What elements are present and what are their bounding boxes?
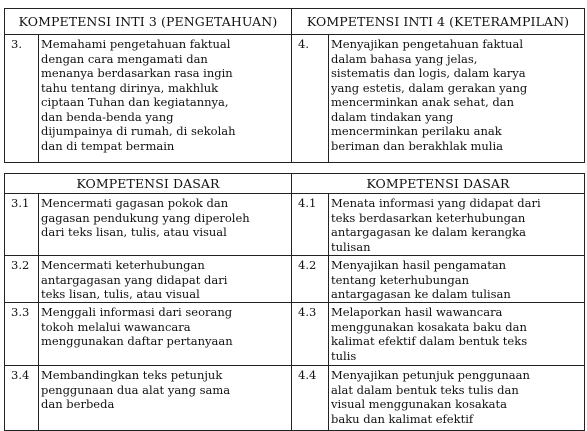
text-line: dan benda-benda yang bbox=[41, 109, 174, 124]
text-line: Mencermati gagasan pokok dan bbox=[41, 196, 229, 210]
ki-header-row bbox=[5, 9, 585, 35]
ki4-number: 4. bbox=[292, 35, 329, 163]
kd4-text bbox=[329, 194, 585, 256]
kd3-number: 3.3 bbox=[5, 303, 39, 366]
text-line: tahu tentang dirinya, makhluk bbox=[41, 80, 219, 95]
kd4-number: 4.4 bbox=[292, 366, 329, 431]
kd3-number: 3.1 bbox=[5, 194, 39, 256]
kd3-text bbox=[39, 194, 292, 256]
kd-row bbox=[5, 256, 585, 303]
kd3-header: KOMPETENSI DASAR bbox=[5, 174, 292, 194]
kd3-text bbox=[39, 256, 292, 303]
text-line: alat dalam bentuk teks tulis dan bbox=[331, 382, 519, 397]
ki4-text bbox=[329, 35, 585, 163]
text-line: menanya berdasarkan rasa ingin bbox=[41, 66, 233, 80]
text-line: sistematis dan logis, dalam karya bbox=[331, 66, 526, 80]
kd4-text bbox=[329, 366, 585, 431]
text-line: Menggali informasi dari seorang bbox=[41, 305, 233, 319]
kd4-text bbox=[329, 256, 585, 303]
text-line: ciptaan Tuhan dan kegiatannya, bbox=[41, 95, 229, 109]
text-line: Menyajikan pengetahuan faktual bbox=[331, 37, 524, 51]
kd-header-row bbox=[5, 174, 585, 194]
kd3-text bbox=[39, 303, 292, 366]
ki3-header: KOMPETENSI INTI 3 (PENGETAHUAN) bbox=[5, 9, 292, 35]
kd4-number: 4.3 bbox=[292, 303, 329, 366]
text-line: Menyajikan hasil pengamatan bbox=[331, 258, 507, 272]
text-line: tulis bbox=[331, 348, 357, 363]
text-line: baku dan kalimat efektif bbox=[331, 411, 474, 426]
text-line: Mencermati keterhubungan bbox=[41, 258, 205, 272]
text-line: dijumpainya di rumah, di sekolah bbox=[41, 124, 236, 138]
text-line: Menata informasi yang didapat dari bbox=[331, 196, 541, 210]
text-line: mencerminkan perilaku anak bbox=[331, 124, 502, 138]
kd4-header: KOMPETENSI DASAR bbox=[292, 174, 585, 194]
kd-row bbox=[5, 194, 585, 256]
text-line: tulisan bbox=[331, 239, 371, 254]
text-line: visual menggunakan kosakata bbox=[331, 397, 508, 411]
ki-content-row bbox=[5, 35, 585, 163]
text-line: Memahami pengetahuan faktual bbox=[41, 37, 231, 51]
ki3-text bbox=[39, 35, 292, 163]
ki4-header: KOMPETENSI INTI 4 (KETERAMPILAN) bbox=[292, 9, 585, 35]
kd4-text bbox=[329, 303, 585, 366]
text-line: dalam bahasa yang jelas, bbox=[331, 51, 478, 66]
text-line: Menyajikan petunjuk penggunaan bbox=[331, 368, 530, 382]
text-line: gagasan pendukung yang diperoleh bbox=[41, 210, 250, 225]
kd3-text bbox=[39, 366, 292, 431]
text-line: menggunakan daftar pertanyaan bbox=[41, 334, 233, 348]
text-line: teks berdasarkan keterhubungan bbox=[331, 210, 526, 225]
kompetensi-inti-table bbox=[4, 8, 585, 163]
kd-row bbox=[5, 303, 585, 366]
text-line: antargagasan yang didapat dari bbox=[41, 272, 228, 287]
text-line: yang estetis, dalam gerakan yang bbox=[331, 80, 528, 95]
text-line: tokoh melalui wawancara bbox=[41, 319, 191, 334]
text-line: beriman dan berakhlak mulia bbox=[331, 138, 504, 153]
text-line: dengan cara mengamati dan bbox=[41, 51, 208, 66]
kd-row bbox=[5, 366, 585, 431]
text-line: mencerminkan anak sehat, dan bbox=[331, 95, 515, 109]
text-line: dari teks lisan, tulis, atau visual bbox=[41, 225, 227, 239]
kd4-number: 4.1 bbox=[292, 194, 329, 256]
text-line: dan di tempat bermain bbox=[41, 138, 175, 153]
text-line: antargagasan ke dalam tulisan bbox=[331, 287, 511, 301]
text-line: dan berbeda bbox=[41, 397, 115, 411]
text-line: Membandingkan teks petunjuk bbox=[41, 368, 223, 382]
text-line: antargagasan ke dalam kerangka bbox=[331, 225, 526, 239]
kd3-number: 3.2 bbox=[5, 256, 39, 303]
text-line: menggunakan kosakata baku dan bbox=[331, 319, 527, 334]
kompetensi-dasar-table bbox=[4, 173, 585, 431]
ki3-number: 3. bbox=[5, 35, 39, 163]
text-line: dalam tindakan yang bbox=[331, 109, 454, 124]
text-line: teks lisan, tulis, atau visual bbox=[41, 287, 200, 301]
kd3-number: 3.4 bbox=[5, 366, 39, 431]
text-line: Melaporkan hasil wawancara bbox=[331, 305, 503, 319]
text-line: kalimat efektif dalam bentuk teks bbox=[331, 334, 528, 348]
kd4-number: 4.2 bbox=[292, 256, 329, 303]
text-line: tentang keterhubungan bbox=[331, 272, 470, 287]
text-line: penggunaan dua alat yang sama bbox=[41, 382, 231, 397]
